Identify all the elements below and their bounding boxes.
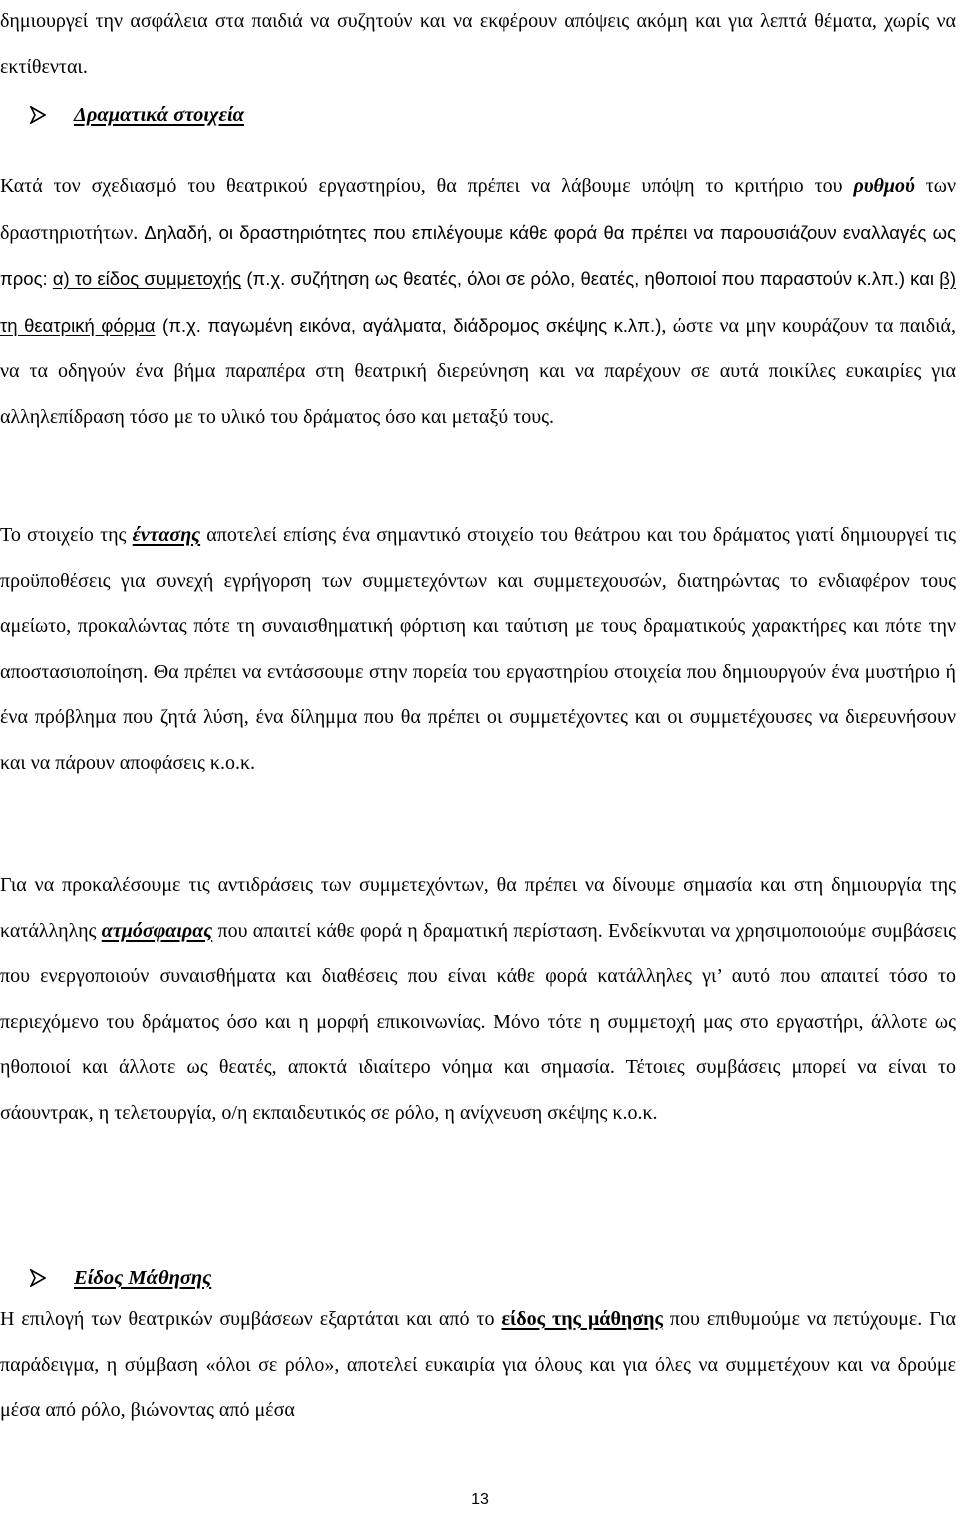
text-run: αποτελεί επίσης ένα σημαντικό στοιχείο του θεάτρου και του δράματος γιατί δημιουργεί τις προϋποθέσεις για συνεχή εγρήγορση των συμμετεχόντων και συμμετεχουσών, διατηρώντας το ενδιαφέρον τους αμείωτο, προκαλώντας πότε τη συναισθηματική φόρτιση και ταύτιση με τους δραματικούς χαρακτήρες και πότε την αποστασιοποίηση. Θα πρέπει να εντάσσουμε στην πορεία του εργαστηρίου στοιχεία που δημιουργούν ένα μυστήριο ή ένα πρόβλημα που ζητά λύση, ένα δίλημμα που θα πρέπει οι συμμετέχοντες και οι συμμετέχουσες να διερευνήσουν και να πάρουν αποφάσεις κ.ο.κ. [0,524,956,774]
underlined-theatrical-form: β) τη θεατρική φόρμα [0,268,956,336]
text-run: Δηλαδή, οι δραστηριότητες που επιλέγουμε κάθε φορά θα πρέπει να παρουσιάζουν εναλλαγές ως προς: [0,221,956,289]
text-run: δημιουργεί την ασφάλεια στα παιδιά να συζητούν και να εκφέρουν απόψεις ακόμη και για [0,10,753,32]
text-run: Η επιλογή των θεατρικών συμβάσεων εξαρτάται και από το [0,1308,502,1330]
text-run: (π.χ. παγωμένη εικόνα, αγάλματα, διάδρομος σκέψης κ.λπ.) [155,314,662,336]
emphasis-tension: έντασης [132,524,201,546]
text-run: που απαιτεί κάθε φορά η δραματική περίσταση. Ενδείκνυται να χρησιμοποιούμε συμβάσεις που ενεργοποιούν συναισθήματα και διαθέσεις που είναι κάθε φορά κατάλληλες γι’ αυτό που απαιτεί τόσο το περιεχόμενο του δράματος όσο και η μορφή επικοινωνίας. Μόνο τότε η συμμετοχή μας στο εργαστήρι, άλλοτε ως ηθοποιοί και άλλοτε ως θεατές, αποκτά ιδιαίτερο νόημα και σημασία. Τέτοιες συμβάσεις μπορεί να είναι το σάουντρακ, η τελετουργία, ο/η εκπαιδευτικός σε ρόλο, η ανίχνευση σκέψης κ.ο.κ. [0,919,956,1124]
arrowhead-bullet-icon [30,106,46,124]
text-run: , ώστε να μην κουράζουν τα παιδιά, να τα οδηγούν ένα βήμα παραπέρα στη θεατρική διερεύνηση και να παρέχουν σε αυτά ποικίλες ευκαιρίες για αλληλεπίδραση τόσο με το υλικό του δράματος όσο και μεταξύ τους. [0,314,956,428]
text-run: Για να προκαλέσουμε τις αντιδράσεις των συμμετεχόντων, θα πρέπει να δίνουμε σημασία και στη δημιουργία της κατάλληλης [0,874,956,942]
heading-text: Δραματικά στοιχεία [74,104,245,126]
section-heading-dramatic [0,100,244,130]
arrowhead-bullet-icon [30,1269,46,1287]
text-run: Το στοιχείο της [0,524,133,546]
underlined-participation-type: α) το είδος συμμετοχής [52,268,242,289]
text-run: (π.χ. συζήτηση ως θεατές, όλοι σε ρόλο, θεατές, ηθοποιοί που παραστούν κ.λπ.) και [241,268,940,289]
text-run: Κατά τον σχεδιασμό του θεατρικού εργαστηρίου, θα πρέπει να λάβουμε υπόψη το κριτήριο του [0,175,854,197]
section-heading-learning [0,1263,211,1293]
emphasis-rhythm: ρυθμού [853,175,915,197]
paragraph-rhythm [0,164,956,440]
text-run: λεπτά θέματα, χωρίς να εκτίθενται. [0,10,956,78]
paragraph-learning [0,1297,956,1434]
paragraph-intro [0,0,956,90]
text-run: των δραστηριοτήτων. [0,175,956,244]
emphasis-learning-type: είδος της μάθησης [501,1308,663,1330]
paragraph-tension [0,513,956,786]
heading-text: Είδος Μάθησης [74,1267,212,1289]
paragraph-atmosphere [0,863,956,1136]
page-number: 13 [471,1491,489,1508]
text-run: που επιθυμούμε να πετύχουμε. Για παράδειγμα, η σύμβαση «όλοι σε ρόλο», αποτελεί ευκαιρία για όλους και για όλες να συμμετέχουν και να δρούμε μέσα από ρόλο, βιώνοντας από μέσα [0,1308,956,1421]
emphasis-atmosphere: ατμόσφαιρας [101,919,213,942]
